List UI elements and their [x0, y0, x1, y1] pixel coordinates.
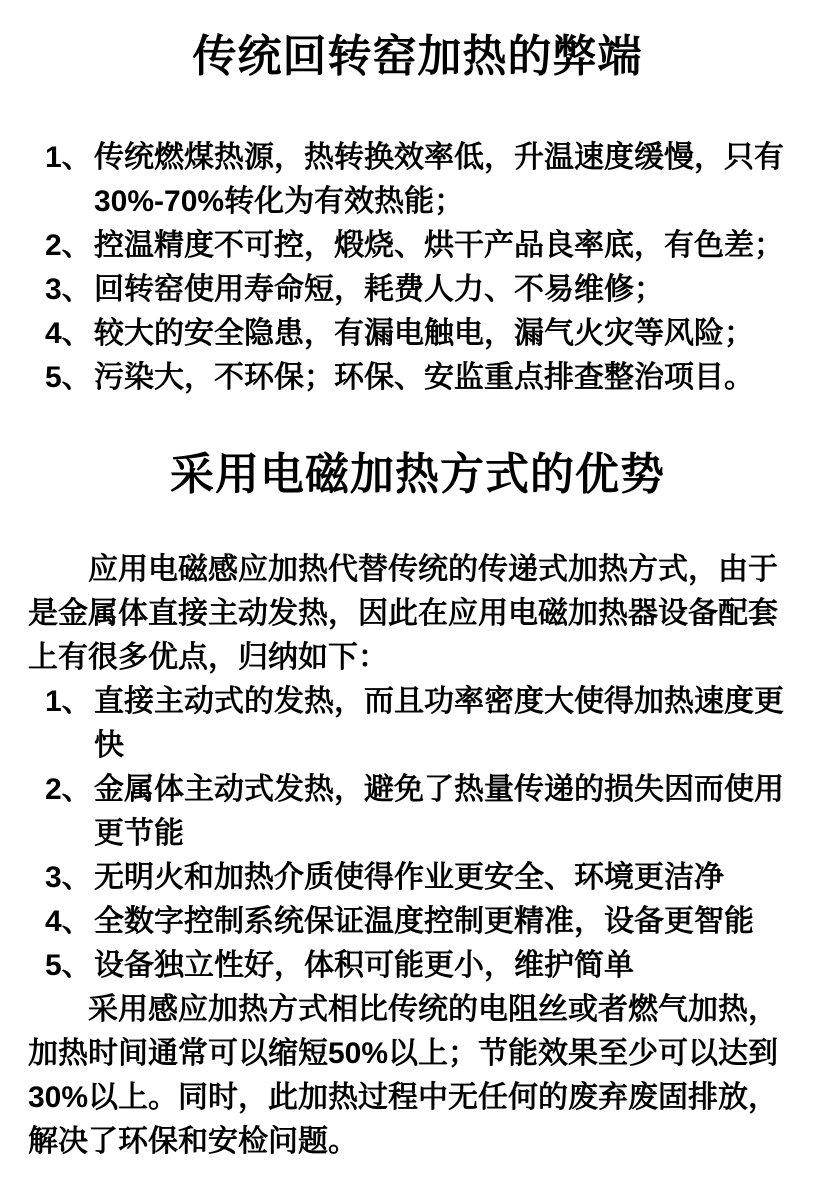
item-number: 2、 — [45, 229, 92, 262]
section-title-advantages: 采用电磁加热方式的优势 — [170, 450, 665, 499]
advantages-intro-paragraph: 应用电磁感应加热代替传统的传递式加热方式，由于是金属体直接主动发热，因此在应用电磁加热器设备配套上有很多优点，归纳如下： — [28, 553, 778, 674]
item-number: 3、 — [45, 861, 92, 894]
item-text: 回转窑使用寿命短，耗费人力、不易维修； — [94, 273, 664, 306]
item-number: 1、 — [45, 685, 92, 718]
list-item — [28, 856, 807, 900]
disadvantages-list — [28, 136, 807, 400]
item-number: 4、 — [45, 317, 92, 350]
list-item — [28, 768, 807, 856]
item-text: 金属体主动式发热，避免了热量传递的损失因而使用更节能 — [94, 773, 784, 850]
item-text: 全数字控制系统保证温度控制更精准，设备更智能 — [94, 905, 754, 938]
item-number: 4、 — [45, 905, 92, 938]
item-text: 传统燃煤热源，热转换效率低，升温速度缓慢，只有30%-70%转化为有效热能； — [94, 141, 784, 218]
item-text: 控温精度不可控，煅烧、烘干产品良率底，有色差； — [94, 229, 784, 262]
item-text: 直接主动式的发热，而且功率密度大使得加热速度更快 — [94, 685, 784, 762]
item-text: 设备独立性好，体积可能更小，维护简单 — [94, 949, 634, 982]
advantages-list — [28, 680, 807, 988]
advantages-conclusion-paragraph: 采用感应加热方式相比传统的电阻丝或者燃气加热，加热时间通常可以缩短50%以上；节能效果至少可以达到30%以上。同时，此加热过程中无任何的废弃废固排放，解决了环保和安检问题。 — [28, 993, 779, 1158]
list-item — [28, 900, 807, 944]
item-number: 5、 — [45, 949, 92, 982]
list-item — [28, 680, 807, 768]
list-item — [28, 136, 807, 224]
item-text: 无明火和加热介质使得作业更安全、环境更洁净 — [94, 861, 724, 894]
list-item — [28, 312, 807, 356]
list-item — [28, 944, 807, 988]
list-item — [28, 224, 807, 268]
item-number: 2、 — [45, 773, 92, 806]
list-item — [28, 356, 807, 400]
list-item — [28, 268, 807, 312]
item-number: 3、 — [45, 273, 92, 306]
item-text: 较大的安全隐患，有漏电触电，漏气火灾等风险； — [94, 317, 754, 350]
item-number: 1、 — [45, 141, 92, 174]
item-number: 5、 — [45, 361, 92, 394]
section-title-disadvantages: 传统回转窑加热的弊端 — [192, 32, 643, 81]
item-text: 污染大，不环保；环保、安监重点排查整治项目。 — [94, 361, 754, 394]
